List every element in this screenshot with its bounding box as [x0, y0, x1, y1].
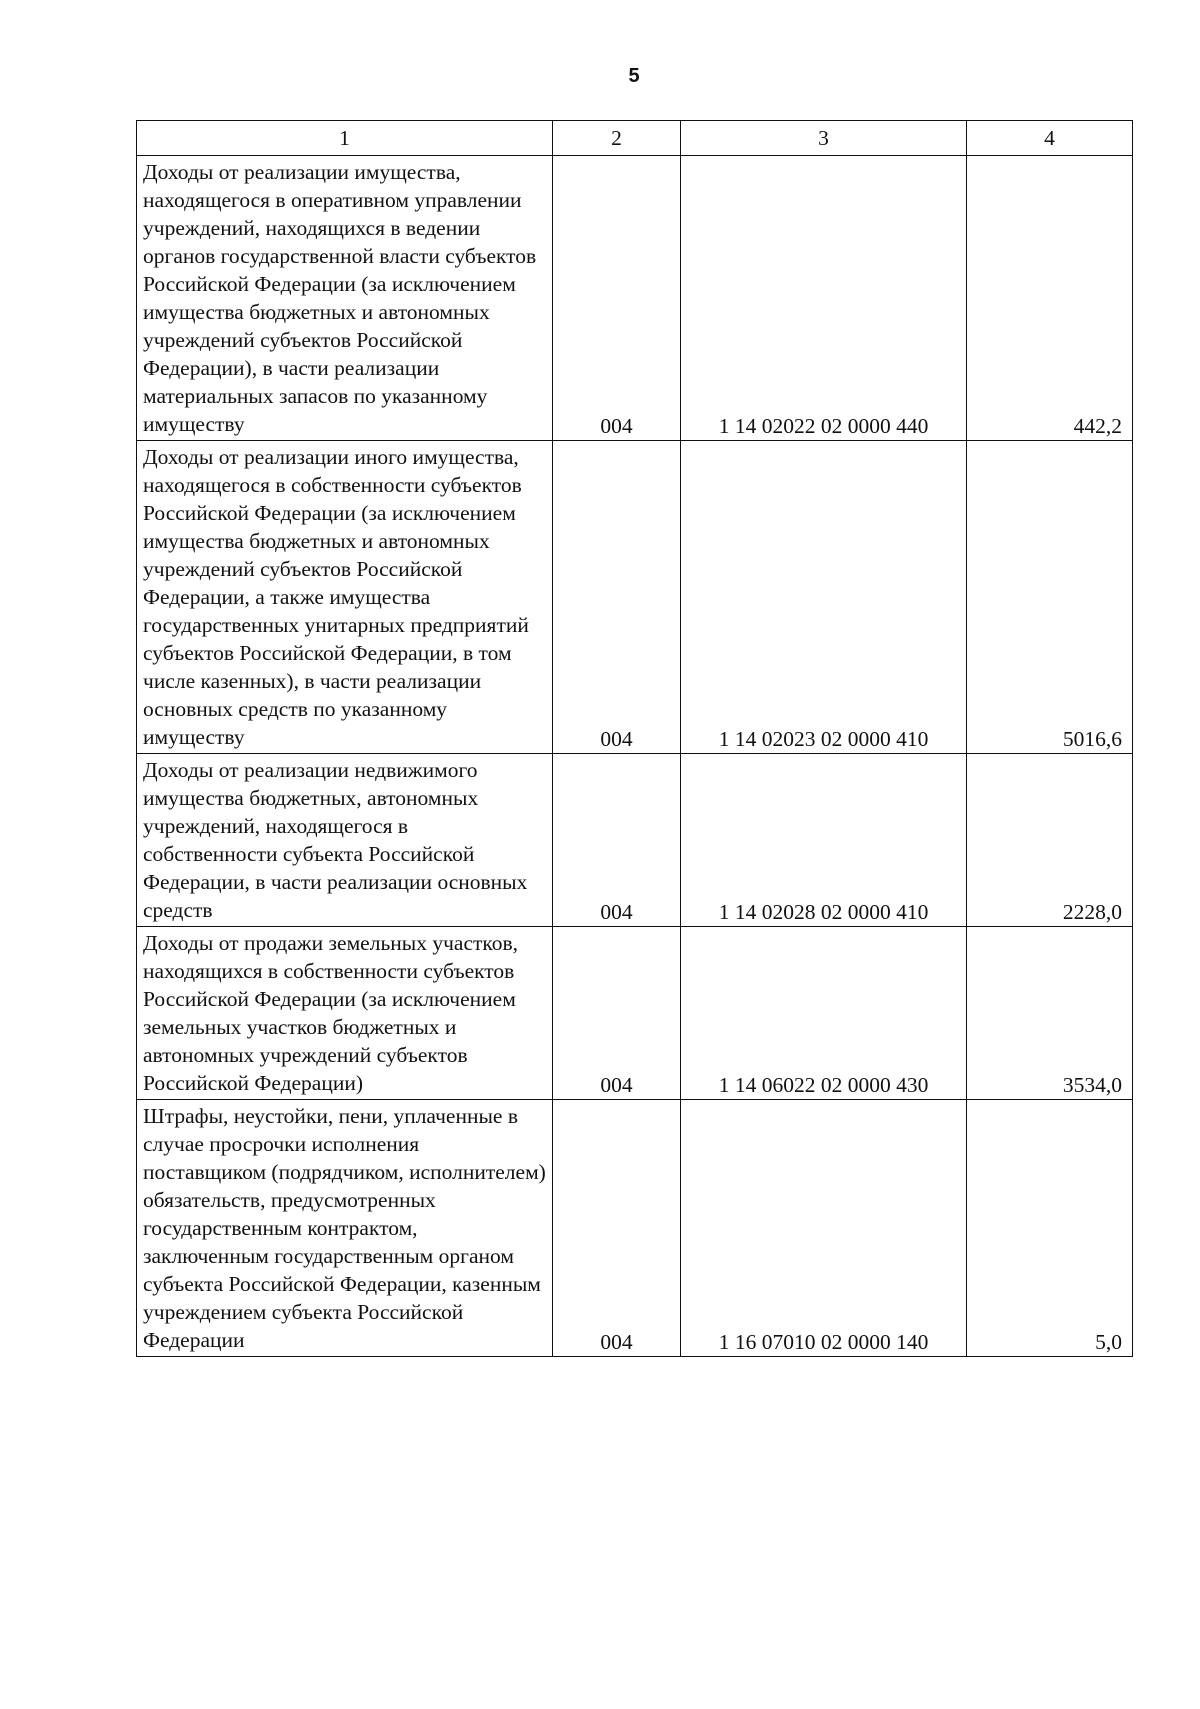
admin-code-cell: 004: [553, 927, 681, 1100]
column-header-4: 4: [967, 121, 1133, 156]
column-header-2: 2: [553, 121, 681, 156]
admin-code-cell: 004: [553, 1100, 681, 1357]
amount-cell: 3534,0: [967, 927, 1133, 1100]
budget-code-cell: 1 14 02028 02 0000 410: [681, 754, 967, 927]
column-header-3: 3: [681, 121, 967, 156]
table-row: [137, 441, 1133, 754]
column-header-1: 1: [137, 121, 553, 156]
header-row: [137, 121, 1133, 156]
table-body: [137, 156, 1133, 1357]
amount-cell: 5,0: [967, 1100, 1133, 1357]
page-number: 5: [628, 65, 640, 87]
table-header: [137, 121, 1133, 156]
admin-code-cell: 004: [553, 156, 681, 441]
table-row: [137, 754, 1133, 927]
table-row: [137, 1100, 1133, 1357]
budget-code-cell: 1 14 02022 02 0000 440: [681, 156, 967, 441]
admin-code-cell: 004: [553, 754, 681, 927]
revenue-name-cell: Доходы от реализации недвижимого имущества бюджетных, автономных учреждений, находящегося в собственности субъекта Российской Федерации, в части реализации основных средств: [137, 754, 553, 927]
amount-cell: 2228,0: [967, 754, 1133, 927]
revenue-table: [136, 120, 1133, 1357]
revenue-name-cell: Доходы от продажи земельных участков, находящихся в собственности субъектов Российской Федерации (за исключением земельных участков бюджетных и автономных учреждений субъектов Российской Федерации): [137, 927, 553, 1100]
revenue-name-cell: Штрафы, неустойки, пени, уплаченные в случае просрочки исполнения поставщиком (подрядчиком, исполнителем) обязательств, предусмотренных государственным контрактом, заключенным государственным органом субъекта Российской Федерации, казенным учреждением субъекта Российской Федерации: [137, 1100, 553, 1357]
revenue-name-cell: Доходы от реализации имущества, находящегося в оперативном управлении учреждений, находящихся в ведении органов государственной власти субъектов Российской Федерации (за исключением имущества бюджетных и автономных учреждений субъектов Российской Федерации), в части реализации материальных запасов по указанному имуществу: [137, 156, 553, 441]
amount-cell: 442,2: [967, 156, 1133, 441]
amount-cell: 5016,6: [967, 441, 1133, 754]
budget-code-cell: 1 16 07010 02 0000 140: [681, 1100, 967, 1357]
table-row: [137, 927, 1133, 1100]
budget-code-cell: 1 14 06022 02 0000 430: [681, 927, 967, 1100]
admin-code-cell: 004: [553, 441, 681, 754]
budget-code-cell: 1 14 02023 02 0000 410: [681, 441, 967, 754]
table-row: [137, 156, 1133, 441]
revenue-name-cell: Доходы от реализации иного имущества, находящегося в собственности субъектов Российской Федерации (за исключением имущества бюджетных и автономных учреждений субъектов Российской Федерации, а также имущества государственных унитарных предприятий субъектов Российской Федерации, в том числе казенных), в части реализации основных средств по указанному имуществу: [137, 441, 553, 754]
